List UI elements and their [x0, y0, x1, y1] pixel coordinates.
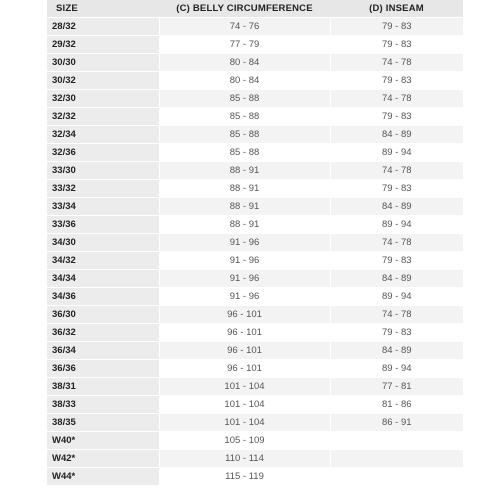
table-row	[47, 252, 463, 270]
inseam-cell: 84 - 89	[330, 198, 463, 216]
inseam-cell: 89 - 94	[330, 360, 463, 378]
table-row	[47, 342, 463, 360]
belly-circumference-cell: 85 - 88	[159, 90, 330, 108]
belly-circumference-cell: 110 - 114	[159, 450, 330, 468]
size-cell: 38/31	[47, 378, 159, 396]
header-size: SIZE	[47, 0, 159, 18]
belly-circumference-cell: 115 - 119	[159, 468, 330, 486]
belly-circumference-cell: 88 - 91	[159, 180, 330, 198]
belly-circumference-cell: 101 - 104	[159, 414, 330, 432]
inseam-cell: 74 - 78	[330, 306, 463, 324]
inseam-cell: 79 - 83	[330, 180, 463, 198]
inseam-cell: 84 - 89	[330, 126, 463, 144]
inseam-cell: 79 - 83	[330, 108, 463, 126]
size-cell: 38/33	[47, 396, 159, 414]
size-cell: 38/35	[47, 414, 159, 432]
belly-circumference-cell: 74 - 76	[159, 18, 330, 36]
inseam-cell: 81 - 86	[330, 396, 463, 414]
table-row	[47, 414, 463, 432]
inseam-cell: 84 - 89	[330, 270, 463, 288]
table-header-row	[47, 0, 463, 18]
size-cell: 30/32	[47, 72, 159, 90]
belly-circumference-cell: 91 - 96	[159, 288, 330, 306]
inseam-cell: 74 - 78	[330, 234, 463, 252]
belly-circumference-cell: 85 - 88	[159, 144, 330, 162]
header-inseam: (D) INSEAM	[330, 0, 463, 18]
inseam-cell: 86 - 91	[330, 414, 463, 432]
size-cell: W44*	[47, 468, 159, 486]
table-row	[47, 180, 463, 198]
size-cell: 30/30	[47, 54, 159, 72]
table-row	[47, 18, 463, 36]
table-row	[47, 216, 463, 234]
inseam-cell: 74 - 78	[330, 162, 463, 180]
size-cell: 33/32	[47, 180, 159, 198]
belly-circumference-cell: 88 - 91	[159, 198, 330, 216]
size-cell: 36/30	[47, 306, 159, 324]
table-row	[47, 198, 463, 216]
table-row	[47, 162, 463, 180]
table-row	[47, 270, 463, 288]
inseam-cell: 89 - 94	[330, 288, 463, 306]
table-row	[47, 468, 463, 486]
inseam-cell: 84 - 89	[330, 342, 463, 360]
size-cell: 36/36	[47, 360, 159, 378]
size-table	[47, 0, 463, 486]
table-row	[47, 72, 463, 90]
size-cell: 33/36	[47, 216, 159, 234]
belly-circumference-cell: 96 - 101	[159, 306, 330, 324]
size-cell: 32/34	[47, 126, 159, 144]
belly-circumference-cell: 96 - 101	[159, 342, 330, 360]
inseam-cell	[330, 432, 463, 450]
belly-circumference-cell: 96 - 101	[159, 324, 330, 342]
belly-circumference-cell: 77 - 79	[159, 36, 330, 54]
inseam-cell	[330, 450, 463, 468]
table-row	[47, 144, 463, 162]
size-cell: 36/32	[47, 324, 159, 342]
belly-circumference-cell: 88 - 91	[159, 216, 330, 234]
size-cell: 32/32	[47, 108, 159, 126]
table-row	[47, 432, 463, 450]
table-row	[47, 54, 463, 72]
table-row	[47, 360, 463, 378]
size-cell: 34/30	[47, 234, 159, 252]
inseam-cell: 79 - 83	[330, 324, 463, 342]
belly-circumference-cell: 85 - 88	[159, 126, 330, 144]
belly-circumference-cell: 88 - 91	[159, 162, 330, 180]
table-row	[47, 234, 463, 252]
size-cell: 32/30	[47, 90, 159, 108]
belly-circumference-cell: 91 - 96	[159, 234, 330, 252]
table-row	[47, 90, 463, 108]
size-cell: W42*	[47, 450, 159, 468]
header-belly-circumference: (C) BELLY CIRCUMFERENCE	[159, 0, 330, 18]
inseam-cell: 74 - 78	[330, 90, 463, 108]
size-cell: 29/32	[47, 36, 159, 54]
belly-circumference-cell: 85 - 88	[159, 108, 330, 126]
size-cell: 36/34	[47, 342, 159, 360]
belly-circumference-cell: 91 - 96	[159, 252, 330, 270]
belly-circumference-cell: 105 - 109	[159, 432, 330, 450]
belly-circumference-cell: 101 - 104	[159, 378, 330, 396]
inseam-cell: 89 - 94	[330, 216, 463, 234]
belly-circumference-cell: 80 - 84	[159, 72, 330, 90]
table-row	[47, 450, 463, 468]
table-row	[47, 126, 463, 144]
belly-circumference-cell: 101 - 104	[159, 396, 330, 414]
size-cell: 32/36	[47, 144, 159, 162]
inseam-cell: 79 - 83	[330, 18, 463, 36]
inseam-cell: 79 - 83	[330, 72, 463, 90]
table-row	[47, 378, 463, 396]
size-cell: 34/34	[47, 270, 159, 288]
belly-circumference-cell: 80 - 84	[159, 54, 330, 72]
inseam-cell: 74 - 78	[330, 54, 463, 72]
table-body	[47, 18, 463, 486]
table-row	[47, 288, 463, 306]
inseam-cell	[330, 468, 463, 486]
size-cell: 34/32	[47, 252, 159, 270]
table-row	[47, 396, 463, 414]
size-cell: 33/34	[47, 198, 159, 216]
table-row	[47, 306, 463, 324]
size-cell: 33/30	[47, 162, 159, 180]
size-cell: W40*	[47, 432, 159, 450]
inseam-cell: 79 - 83	[330, 252, 463, 270]
size-cell: 34/36	[47, 288, 159, 306]
belly-circumference-cell: 96 - 101	[159, 360, 330, 378]
table-row	[47, 324, 463, 342]
size-cell: 28/32	[47, 18, 159, 36]
table-row	[47, 36, 463, 54]
inseam-cell: 77 - 81	[330, 378, 463, 396]
inseam-cell: 89 - 94	[330, 144, 463, 162]
belly-circumference-cell: 91 - 96	[159, 270, 330, 288]
table-row	[47, 108, 463, 126]
inseam-cell: 79 - 83	[330, 36, 463, 54]
size-chart	[47, 0, 463, 486]
